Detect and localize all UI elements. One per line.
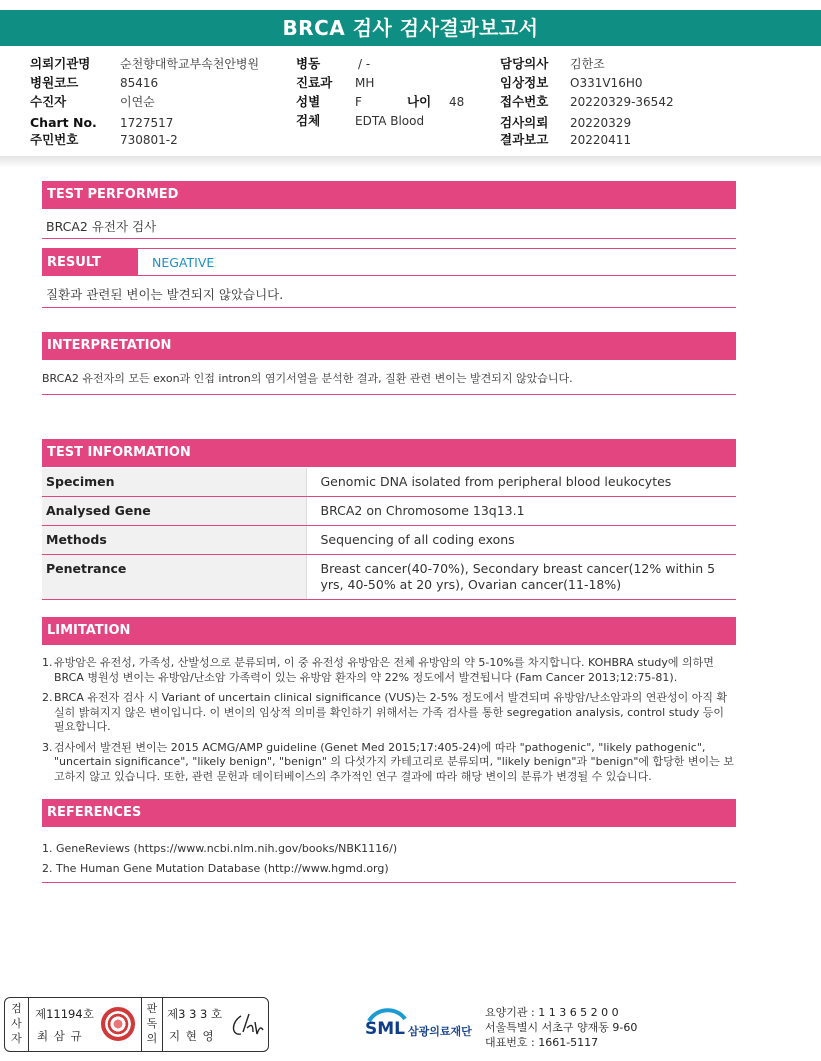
value-resident-no: 730801-2 [120, 133, 178, 147]
table-row [42, 497, 736, 526]
label-requesting-institution: 의뢰기관명 [30, 56, 91, 71]
logo-name: 삼광의료재단 [408, 1025, 472, 1038]
result-value: NEGATIVE [152, 255, 215, 270]
list-item: 1. GeneReviews (https://www.ncbi.nlm.nih.gov/books/NBK1116/) [42, 842, 398, 855]
header-divider-shadow [0, 156, 821, 168]
examiner-license-no: 제11194호 [35, 1007, 94, 1021]
patient-info [0, 0, 821, 160]
test-information-table [42, 468, 736, 600]
table-value: Breast cancer(40-70%), Secondary breast cancer(12% within 5 yrs, 40-50% at 20 yrs), Ovarian cancer(11-18%) [306, 555, 736, 600]
table-value: Genomic DNA isolated from peripheral blood leukocytes [306, 468, 736, 497]
list-item-text: BRCA 유전자 검사 시 Variant of uncertain clinical significance (VUS)는 2-5% 정도에서 발견되며 유방암/난소암과의 연관성이 아직 확실히 밝혀지지 않은 변이입니다. 이 변이의 임상적 의미를 확인하기 위해서는 가족 검사를 통한 segregation analysis, control study 등이 필요합니다. [54, 691, 728, 733]
reader-vertical-label: 판독의 [141, 998, 163, 1051]
lab-address: 서울특별시 서초구 양재동 9-60 [485, 1021, 638, 1034]
report-title: BRCA 검사 검사결과보고서 [0, 10, 821, 46]
list-item-text: 유방암은 유전성, 가족성, 산발성으로 분류되며, 이 중 유전성 유방암은 전체 유방암의 약 5-10%를 차지합니다. KOHBRA study에 의하면 BRCA 병원성 변이는 유방암/난소암 가족력이 있는 유방암 환자의 약 22% 정도에서 발견됩니다 (Fam Cancer 2013;12:75-81). [54, 656, 714, 684]
list-item-number: 3. [42, 740, 53, 754]
value-clinical-info: O331V16H0 [570, 76, 643, 90]
value-accession-no: 20220329-36542 [570, 95, 674, 109]
label-resident-no: 주민번호 [30, 132, 79, 147]
table-value: Sequencing of all coding exons [306, 526, 736, 555]
result-row [42, 248, 736, 276]
test-information-heading: TEST INFORMATION [42, 439, 736, 467]
label-report-date: 결과보고 [500, 132, 549, 147]
interpretation-section [42, 332, 736, 360]
test-performed-text: BRCA2 유전자 검사 [46, 219, 157, 234]
test-performed-heading: TEST PERFORMED [42, 181, 736, 209]
label-physician: 담당의사 [500, 56, 549, 71]
value-request-date: 20220329 [570, 116, 632, 130]
interpretation-text: BRCA2 유전자의 모든 exon과 인접 intron의 염기서열을 분석한 결과, 질환 관련 변이는 발견되지 않았습니다. [42, 372, 573, 385]
reader-license-no: 제3 3 3 호 [167, 1007, 223, 1021]
list-item [42, 656, 736, 685]
list-item-number: 2. [42, 691, 53, 704]
value-patient-name: 이연순 [120, 95, 155, 109]
value-department: MH [355, 76, 375, 90]
label-department: 진료과 [296, 75, 333, 90]
value-chart-no: 1727517 [120, 116, 174, 130]
table-row [42, 526, 736, 555]
value-requesting-institution: 순천향대학교부속천안병원 [120, 57, 260, 71]
lab-code: 요양기관 : 1 1 3 6 5 2 0 0 [485, 1006, 619, 1019]
label-request-date: 검사의뢰 [500, 115, 549, 130]
table-value: BRCA2 on Chromosome 13q13.1 [306, 497, 736, 526]
table-row [42, 468, 736, 497]
label-specimen: 검체 [296, 113, 321, 128]
references-list [42, 839, 397, 879]
references-heading: REFERENCES [42, 799, 736, 827]
section-divider [42, 238, 736, 239]
limitation-section [42, 617, 736, 645]
label-age: 나이 [407, 94, 432, 109]
value-ward: / - [358, 57, 371, 71]
table-key: Methods [42, 526, 306, 555]
value-physician: 김한조 [570, 57, 605, 71]
section-divider [42, 882, 736, 883]
label-hospital-code: 병원코드 [30, 75, 79, 90]
section-divider [42, 307, 736, 308]
label-clinical-info: 임상정보 [500, 75, 549, 90]
limitation-heading: LIMITATION [42, 617, 736, 645]
label-sex: 성별 [296, 94, 321, 109]
table-key: Penetrance [42, 555, 306, 600]
reader-name: 지 현 영 [169, 1029, 215, 1043]
result-label: RESULT [42, 249, 138, 276]
interpretation-heading: INTERPRETATION [42, 332, 736, 360]
logo-text: SML [365, 1019, 405, 1039]
label-chart-no: Chart No. [30, 115, 97, 130]
value-hospital-code: 85416 [120, 76, 159, 90]
references-section [42, 799, 736, 827]
test-performed-section [42, 181, 736, 209]
table-row [42, 555, 736, 600]
examiner-vertical-label: 검사자 [5, 998, 29, 1051]
lab-info [485, 1005, 637, 1050]
label-accession-no: 접수번호 [500, 94, 549, 109]
seal-stamp-icon [101, 1007, 135, 1041]
list-item-number: 1. [42, 656, 53, 669]
table-key: Analysed Gene [42, 497, 306, 526]
value-sex: F [355, 95, 362, 109]
signature-box [4, 997, 269, 1052]
label-patient-name: 수진자 [30, 94, 67, 109]
result-text: 질환과 관련된 변이는 발견되지 않았습니다. [46, 287, 284, 302]
list-item-text: 검사에서 발견된 변이는 2015 ACMG/AMP guideline (Genet Med 2015;17:405-24)에 따라 "pathogenic", "likely pathogenic", "uncertain significance", "likely benign", "benign" 의 다섯가지 카테고리로 분류되며, "likely benign"과 "benign"에 합당한 변이는 보고하지 않고 있습니다. 또한, 관련 문헌과 데이터베이스의 추가적인 연구 결과에 따라 해당 변이의 분류가 변경될 수 있습니다. [54, 740, 734, 783]
section-divider [42, 394, 736, 395]
lab-phone: 대표번호 : 1661-5117 [485, 1036, 599, 1049]
list-item [42, 741, 736, 785]
label-ward: 병동 [296, 56, 321, 71]
value-age: 48 [449, 95, 465, 109]
list-item [42, 691, 736, 735]
value-specimen: EDTA Blood [355, 114, 425, 128]
sml-logo [365, 1005, 485, 1045]
signature-icon [227, 1010, 265, 1040]
list-item: 2. The Human Gene Mutation Database (http://www.hgmd.org) [42, 862, 389, 875]
limitation-list [42, 656, 736, 790]
test-information-section [42, 439, 736, 467]
value-report-date: 20220411 [570, 133, 632, 147]
examiner-name: 최 삼 규 [37, 1029, 83, 1043]
table-key: Specimen [42, 468, 306, 497]
